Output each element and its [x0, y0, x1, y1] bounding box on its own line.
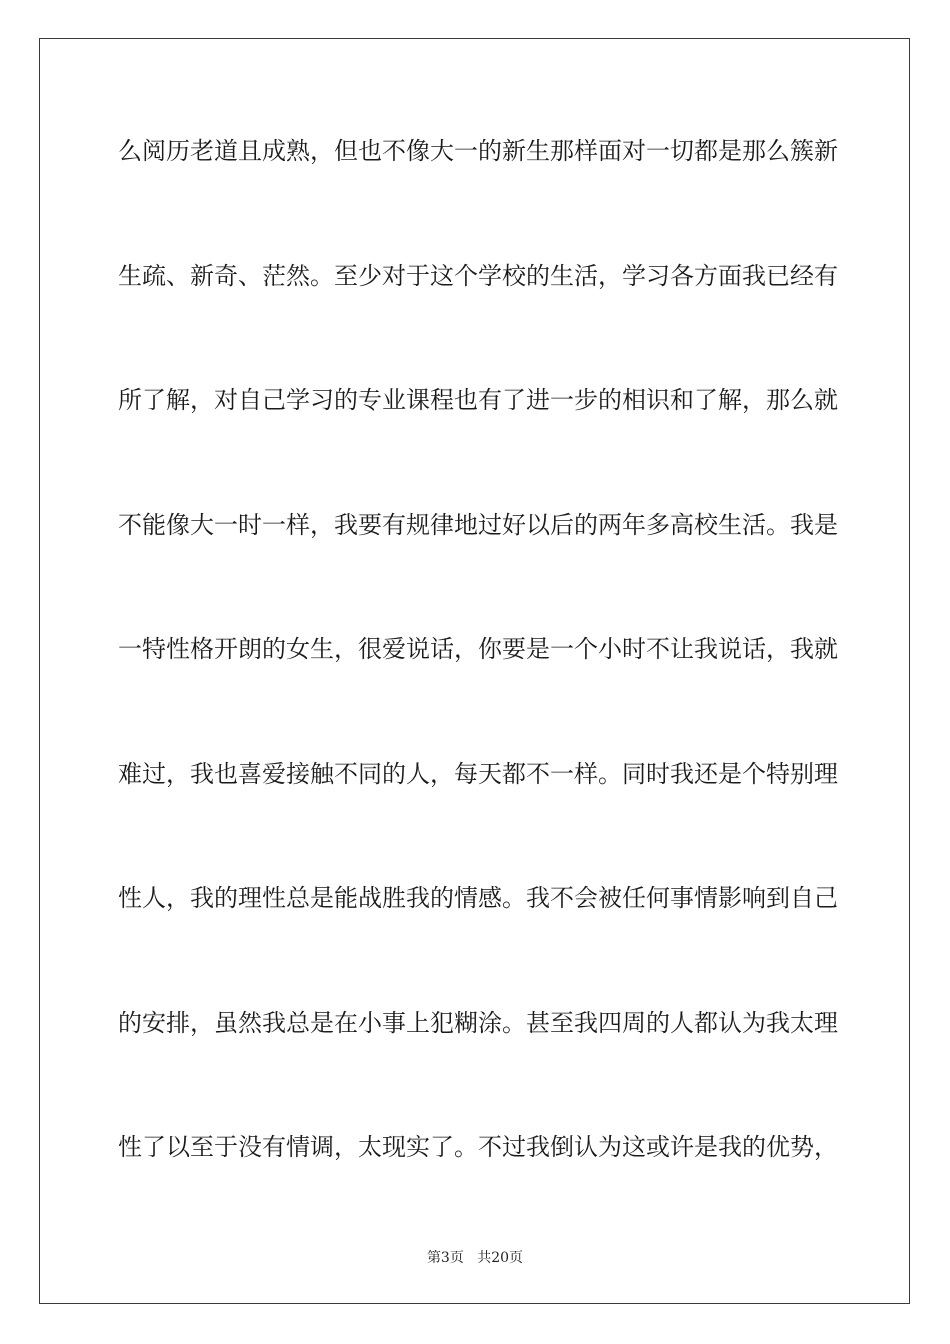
text-line-7: 性人，我的理性总是能战胜我的情感。我不会被任何事情影响到自己	[118, 884, 838, 912]
text-line-8: 的安排，虽然我总是在小事上犯糊涂。甚至我四周的人都认为我太理	[118, 1009, 838, 1037]
page-total: 共20页	[477, 1250, 524, 1266]
page-border	[39, 38, 910, 1304]
text-line-5: 一特性格开朗的女生，很爱说话，你要是一个小时不让我说话，我就	[118, 635, 838, 663]
text-line-3: 所了解，对自己学习的专业课程也有了进一步的相识和了解，那么就	[118, 386, 838, 414]
text-line-1: 么阅历老道且成熟，但也不像大一的新生那样面对一切都是那么簇新	[118, 137, 838, 165]
text-line-6: 难过，我也喜爱接触不同的人，每天都不一样。同时我还是个特别理	[118, 760, 838, 788]
page-footer	[0, 1247, 950, 1267]
text-line-4: 不能像大一时一样，我要有规律地过好以后的两年多高校生活。我是	[118, 511, 838, 539]
text-line-9: 性了以至于没有情调，太现实了。不过我倒认为这或许是我的优势，	[118, 1133, 838, 1161]
page-number: 第3页	[426, 1250, 464, 1266]
text-line-2: 生疏、新奇、茫然。至少对于这个学校的生活，学习各方面我已经有	[118, 262, 838, 290]
